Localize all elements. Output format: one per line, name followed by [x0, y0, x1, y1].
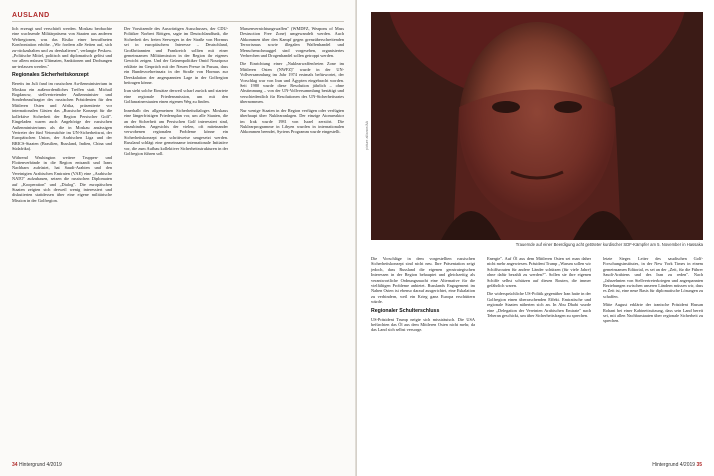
- photo-credit: picture alliance/AA: [365, 121, 369, 150]
- subheading: Regionaler Schulterschluss: [371, 307, 440, 314]
- paragraph: Nur wenige Staaten in der Region verfügen oder verfügten überhaupt über Nuklearanlagen. Der einzige Atomreaktor im Irak wurde 1981 von Israel zerstört. Die Nuklearprogramme in Libyen wurden in internationalen Abkommen beendet, Syriens Programm wurde eingestellt.: [240, 107, 344, 135]
- photo-caption: Trauernde auf einer Beerdigung acht getöteter kurdischer SDF-Kämpfer am 5. November in Hassaka: [515, 242, 703, 247]
- right-folio: [652, 462, 702, 468]
- paragraph: letzte Sieger. Leiter des saudischen Golf-Forschungsinstitutes, in der New York Times in einem gemeinsamen Editorial, es sei an der „Zeit, für die Führer Saudi-Arabiens und des Iran zu reden". Nach „Jahrzehnten von Stellvertreterkriegen und angespannten Beziehungen zwischen unseren Ländern müssen wir, dass es Zeit ist, eine neue Basis für diplomatische Lösungen zu schaffen.: [603, 256, 703, 299]
- paragraph: Bereits im Juli fand im russischen Au-ßenministerium in Moskau ein außerordentliches Treffen statt. Michail Bogdanow, stellvertretender Außenminister und Sonderbeauftragter des russischen Präsidenten für den Mittleren Osten und Afrika, präsentierte vor internationalen Gästen das „Russische Konzept für die kollektive Sicherheit der Region Persischer Golf". Eingeladen waren auch Angehörige der russischen Außenministeriums als die in Moskau ansässigen Vertreter der fünf Vetomächte im UN-Sicherheitsrat, der Europäischen Union, der Arabischen Liga und der BRICS-Staaten (Brasilien, Russland, Indien, China und Südafrika).: [12, 81, 112, 152]
- paragraph: Iran sieht solche Einsätze derweil scharf zurück und startete eine regionale Friedensmission, um mit den Golfanrainerstaaten einen eigenen Weg zu finden.: [124, 88, 228, 105]
- page-number: 34: [12, 462, 18, 468]
- left-column-2: [124, 26, 228, 454]
- right-column-3: [603, 256, 703, 454]
- paragraph: Während Washington weitere Truppen- und Flottenverbände in die Region entsandt und Irans Nachbarn aufrüstet, hat Saudi-Arabien und den Vereinigten Arabischen Emiraten (VAE) eine „Arabische NATO" aufzubauen, setzen die russischen Diplomaten auf „Kooperation" und „Dialog". Die europäischen Staaten zeigten sich derweil wenig interessiert und diskutierten stattdessen über eine eigene militärische Mission in der Golfregion.: [12, 154, 112, 203]
- right-eye: [554, 101, 582, 113]
- photo-illustration: [371, 12, 703, 240]
- page-number: 35: [696, 462, 702, 468]
- left-column-1: [12, 26, 112, 454]
- issue-label: Hintergrund 4/2019: [18, 462, 62, 468]
- issue-label: Hintergrund 4/2019: [652, 462, 696, 468]
- right-page: [357, 0, 714, 476]
- paragraph: lich erzeugt und verschärft werden. Moskau beobachte eine wachsende Militärpräsenz von Staaten aus anderen Weltregionen, was das Risiko einer bewaffneten Konfrontation erhöhe. „Wir fordern alle Seiten auf, sich zu-rückzuhalten und zu deeskalieren", verlangte Peskow. „Politische Mittel, politisch und diplomatisch gelöst und vor allem müssen Ultimaten, Sanktionen und Drohungen un-terlassen werden.": [12, 26, 112, 69]
- paragraph: Energie". Auf Öl aus dem Mittleren Osten sei man daher nicht mehr angewiesen. Präsident Trump „Warum sollen wir Schiffsrouten für andere Länder schützen (für viele Jahre) ohne dafür bezahlt zu werden?". Sollen sie ihre eigenen Schiffe selbst schützen auf diesen Routen, die immer gefährlich waren.: [487, 256, 591, 289]
- paragraph: Innerhalb des allgemeinen Sicherheitsdialoges Moskaus eine längerfristigen Friedensplan vor, um alle Staaten, die an der Sicherheit am Persischen Golf interessiert sind, einzubinden. Angesichts der vielen, oft miteinander verwobenen regionalen Probleme könne ein Sicherheitskonzept nur schrittweise umgesetzt werden. Russland schlägt eine gemeinsame internationale Initiative vor, die zum Aufbau kollektiver Sicherheitsstrukturen in der Golfregion führen soll.: [124, 107, 228, 156]
- paragraph: Die widersprüchliche US-Politik gegenüber Iran hatte in der Golfregion einen überraschenden Effekt. Emiratische und regionale Staaten näherten sich an. In Abu Dhabi wurde eine „Delegation der Vereinten Arabischen Emirate" nach Teheran geschickt, um über Sicherheitsfragen zu sprechen.: [487, 291, 591, 319]
- left-eye: [492, 101, 520, 113]
- section-tag: AUSLAND: [12, 12, 50, 19]
- right-column-1: [371, 256, 475, 454]
- paragraph: US-Präsident Trump neigte sich missträuisch. Die USA befürchten das Öl aus dem Mittleren Osten nicht mehr, da das Land sich selbst versorge.: [371, 316, 475, 333]
- right-column-2: [487, 256, 591, 454]
- paragraph: Die Vorschläge in dem vorgestellten russischen Sicherheitskonzept sind nicht neu. Ihre Präsentation zeigt jedoch, dass Russland die eigenen geostrategischen Interessen in der Region behauptet und gleichzeitig als verantwortliche Ordnungsmacht eine Alternative für die vielfältigen Probleme anbietet. Russlands Engagement im Nahen Osten ist ebenso darauf ausgerichtet, eine Eskalation zu verhindern, weil ein Krieg ganz Europa erschüttern würde.: [371, 256, 475, 305]
- article-photo: [371, 12, 703, 240]
- subheading: Regionales Sicherheitskonzept: [12, 72, 89, 79]
- section-rule: [12, 21, 344, 22]
- paragraph: Der Vorsitzende des Auswärtigen Ausschusses, der CDU-Politiker Norbert Röttgen, sagte im Deutschlandfunk, die Sicherheit des freien Seeweges in der Straße von Hormus sei in europäischem Interesse – Deutschland, Großbritannien und Frankreich sollten mit einer gemeinsamen Militärmission in der Region ihr eigenes Gewicht zeigen. Und der Grünenpolitiker Omid Nouripour erklärte im Gespräch mit der Neuen Presse in Passau, dass ein Bundeswehreinsatz in der Straße von Hormus zur Deeskalation der angespannten Lage in der Golfregion beitragen könne.: [124, 26, 228, 86]
- paragraph: Massenvernichtungswaffen" (WMDFZ, Weapons of Mass Destruction Free Zone) umgewandelt werden. Auch Abkommen über den Kampf gegen grenzüberschreitenden Terrorismus sowie illegalen Waffenhandel und Menschenschmuggel sind vorgesehen, organisiertes Verbrechen und Drogenhandel sollen getroppt werden.: [240, 26, 344, 59]
- left-folio: [12, 462, 62, 468]
- left-column-3: [240, 26, 344, 454]
- paragraph: Die Einrichtung einer „Nuklearwaffenfreien Zone im Mittleren Osten (NWFZ)" wurde in der UN-Vollversammlung im Jahr 1974 erstmals befürwortet, der Vorschlag war von Iran und Ägypten eingebracht worden. Seit 1980 wurde diese Resolution jährlich – ohne Abstimmung – von der UN-Vollversammlung bestätigt und verschiedentlich für Resolutionen des UN-Sicherheitsrates übernommen.: [240, 61, 344, 105]
- paragraph: Mitte August erklärte der iranische Präsident Hassan Rohani bei einer Kabinettssitzung, dass sein Land bereit sei, mit allen Nachbarstaaten über regionale Sicherheit zu sprechen.: [603, 302, 703, 324]
